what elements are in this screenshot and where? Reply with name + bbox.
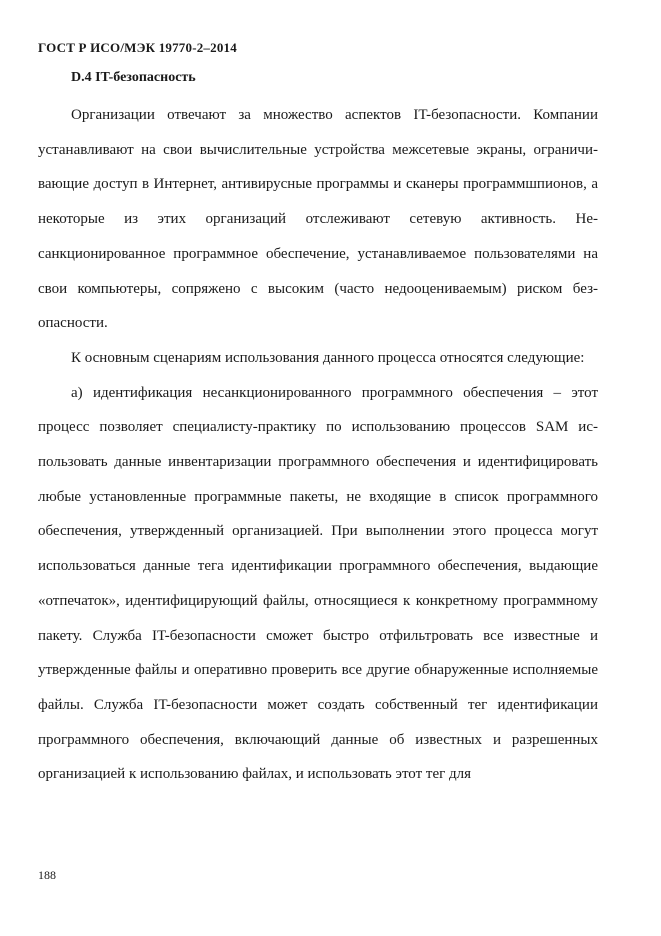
paragraph-scenario-a: а) идентификация несанкционированного программного обеспечения – этот процесс позволяет специалисту-практику по использованию процессов SAM использовать данные инвентаризации программного обеспечения и идентифицировать любые установленные программные пакеты, не входящие в список программного обеспечения, утвержденный организацией. При выполнении этого процесса могут использоваться данные тега идентификации программного обеспечения, выдающие «отпечаток», идентифицирующий файлы, относящиеся к конкретному программному пакету. Служба IT-безопасности сможет быстро отфильтровать все известные и утвержденные файлы и оперативно проверить все другие обнаруженные исполняемые файлы. Служба IT-безопасности может создать собственный тег идентификации программного обеспечения, включающий данные об известных и разрешенных организацией к использованию файлах, и использовать этот тег для (38, 384, 598, 783)
page-number: 188 (38, 868, 56, 882)
document-header: ГОСТ Р ИСО/МЭК 19770-2–2014 (38, 40, 237, 55)
body-text (38, 98, 598, 792)
paragraph-it-security-intro: Организации отвечают за множество аспектов IT-безопасности. Компании устанавливают на свои вычислительные устройства межсетевые экраны, ограничивающие доступ в Интернет, антивирусные программы и сканеры программшпионов, а некоторые из этих организаций отслеживают сетевую активность. Несанкционированное программное обеспечение, устанавливаемое пользователями на свои компьютеры, сопряжено с высоким (часто недооцениваемым) риском безопасности. (38, 107, 598, 332)
section-title: D.4 IT-безопасность (71, 70, 196, 85)
paragraph-scenarios-intro: К основным сценариям использования данного процесса относятся следующие: (71, 349, 585, 366)
